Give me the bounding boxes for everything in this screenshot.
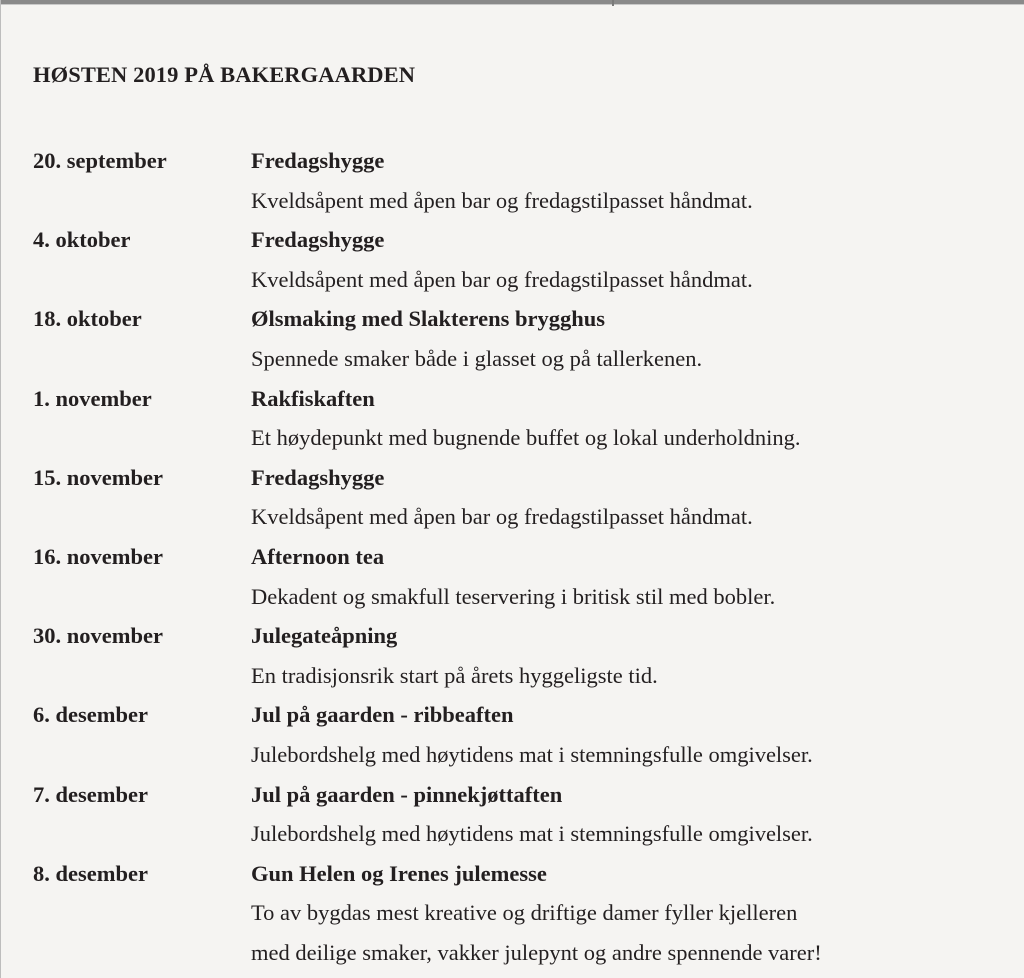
event-item — [33, 775, 1013, 854]
event-title: Fredagshygge — [251, 464, 385, 490]
page-title: HØSTEN 2019 PÅ BAKERGAARDEN — [33, 62, 416, 87]
event-date: 18. oktober — [33, 306, 142, 332]
event-item — [33, 616, 1013, 695]
event-description: To av bygdas mest kreative og driftige damer fyller kjelleren — [251, 900, 798, 926]
event-body — [251, 775, 1013, 854]
event-description: Julebordshelg med høytidens mat i stemningsfulle omgivelser. — [251, 821, 813, 847]
event-date: 15. november — [33, 464, 163, 490]
left-border — [0, 0, 1, 978]
top-border-tick — [612, 0, 614, 6]
event-description: Kveldsåpent med åpen bar og fredagstilpasset håndmat. — [251, 504, 753, 530]
event-date: 6. desember — [33, 702, 148, 728]
event-description: Julebordshelg med høytidens mat i stemningsfulle omgivelser. — [251, 741, 813, 767]
event-body — [251, 616, 1013, 695]
event-date: 30. november — [33, 623, 163, 649]
event-item — [33, 537, 1013, 616]
event-item — [33, 854, 1013, 973]
event-body — [251, 854, 1013, 973]
event-date: 20. september — [33, 148, 167, 173]
event-item — [33, 299, 1013, 378]
event-body — [251, 299, 1013, 378]
event-item — [33, 220, 1013, 299]
event-body — [251, 458, 1013, 537]
event-title: Ølsmaking med Slakterens brygghus — [251, 306, 606, 332]
event-description: En tradisjonsrik start på årets hyggeligste tid. — [251, 662, 658, 688]
event-title: Jul på gaarden - ribbeaften — [251, 702, 514, 728]
event-body — [251, 379, 1013, 458]
event-title: Afternoon tea — [251, 543, 385, 569]
event-description: Kveldsåpent med åpen bar og fredagstilpasset håndmat. — [251, 187, 753, 213]
event-title: Fredagshygge — [251, 227, 385, 253]
event-description: Spennede smaker både i glasset og på tallerkenen. — [251, 345, 703, 371]
event-date: 4. oktober — [33, 227, 131, 253]
event-item — [33, 458, 1013, 537]
event-description: Kveldsåpent med åpen bar og fredagstilpasset håndmat. — [251, 266, 753, 292]
event-body — [251, 537, 1013, 616]
event-item — [33, 695, 1013, 774]
event-title: Fredagshygge — [251, 148, 385, 173]
event-description: med deilige smaker, vakker julepynt og andre spennende varer! — [251, 939, 822, 965]
event-list — [33, 141, 1013, 972]
event-date: 7. desember — [33, 781, 148, 807]
event-description: Dekadent og smakfull teservering i britisk stil med bobler. — [251, 583, 776, 609]
top-border-highlight — [0, 4, 1024, 5]
event-date: 16. november — [33, 543, 163, 569]
event-title: Julegateåpning — [251, 623, 398, 649]
event-description: Et høydepunkt med bugnende buffet og lokal underholdning. — [251, 425, 801, 451]
event-date: 1. november — [33, 385, 152, 411]
event-date: 8. desember — [33, 860, 148, 886]
event-item — [33, 379, 1013, 458]
event-body — [251, 695, 1013, 774]
event-item — [33, 141, 1013, 220]
event-title: Jul på gaarden - pinnekjøttaften — [251, 781, 563, 807]
event-title: Gun Helen og Irenes julemesse — [251, 860, 547, 886]
event-body — [251, 220, 1013, 299]
event-title: Rakfiskaften — [251, 385, 375, 411]
event-body — [251, 141, 1013, 220]
